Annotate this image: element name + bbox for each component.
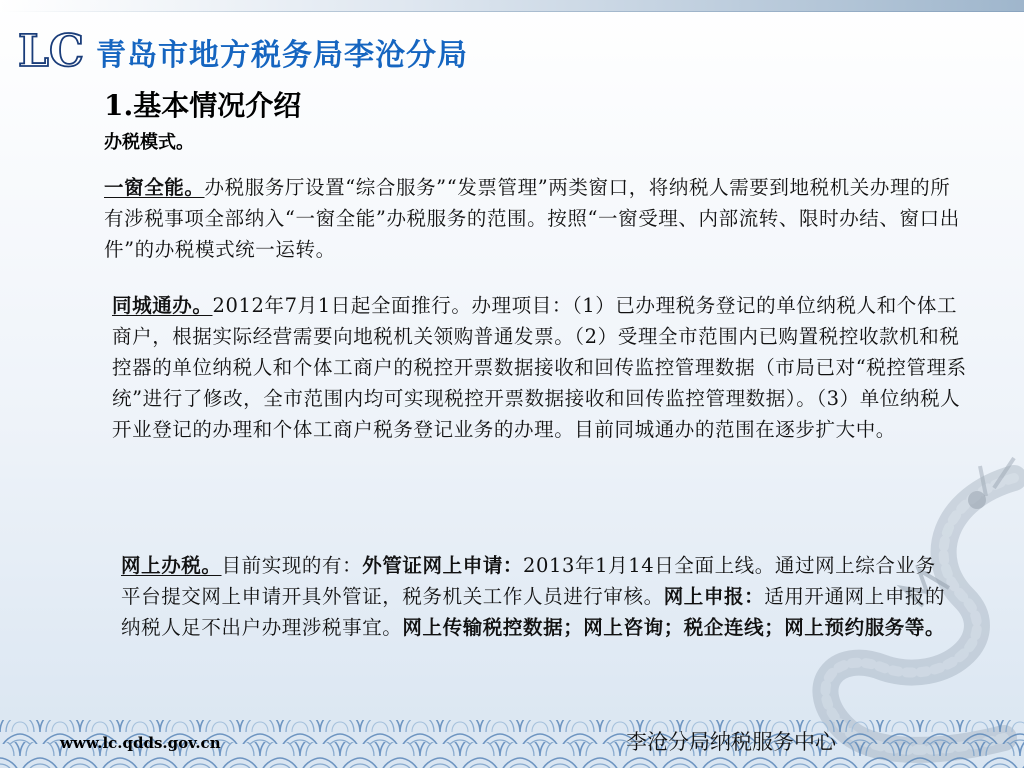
one-window-service-block: [104, 172, 964, 265]
online-tax-bold-2: 网上申报：: [663, 585, 765, 608]
online-tax-text-2: 2013年1月14日全面上线。通过网上综合业务平台提交网上申请开具外管证，税务机关工作人员进行审核。: [121, 554, 936, 608]
header-title: 青岛市地方税务局李沧分局: [96, 38, 468, 73]
footer-center-name: 李沧分局纳税服务中心: [626, 730, 836, 754]
svg-text:LC: LC: [18, 26, 84, 76]
same-city-service-text: 2012年7月1日起全面推行。办理项目：（1）已办理税务登记的单位纳税人和个体工商户，根据实际经营需要向地税机关领购普通发票。（2）受理全市范围内已购置税控收款机和税控器的单位纳税人和个体工商户的税控开票数据接收和回传监控管理数据（市局已对“税控管理系统”进行了修改，全市范围内均可实现税控开票数据接收和回传监控管理数据）。（3）单位纳税人开业登记的办理和个体工商户税务登记业务的办理。目前同城通办的范围在逐步扩大中。: [112, 294, 967, 441]
section-heading: 1.基本情况介绍: [104, 89, 302, 122]
footer-website-url: www.lc.qdds.gov.cn: [60, 734, 221, 752]
online-tax-lead: 网上办税。: [121, 554, 222, 577]
lc-logo-icon: [14, 24, 86, 76]
top-rule: [0, 0, 1024, 12]
online-tax-block: [121, 550, 953, 643]
one-window-service-text: 办税服务厅设置“综合服务”“发票管理”两类窗口，将纳税人需要到地税机关办理的所有涉税事项全部纳入“一窗全能”办税服务的范围。按照“一窗受理、内部流转、限时办结、窗口出件”的办税模式统一运转。: [104, 176, 960, 261]
online-tax-bold-3: 网上传输税控数据；网上咨询；税企连线；网上预约服务等。: [402, 616, 946, 639]
same-city-service-lead: 同城通办。: [112, 294, 213, 317]
online-tax-bold-1: 外管证网上申请：: [362, 554, 524, 577]
one-window-service-lead: 一窗全能。: [104, 176, 205, 199]
online-tax-text-1: 目前实现的有：: [221, 554, 363, 577]
online-tax-text-3: 适用开通网上申报的纳税人足不出户办理涉税事宜。: [121, 585, 946, 639]
same-city-service-block: [112, 290, 974, 445]
subheading: 办税模式。: [104, 132, 194, 153]
